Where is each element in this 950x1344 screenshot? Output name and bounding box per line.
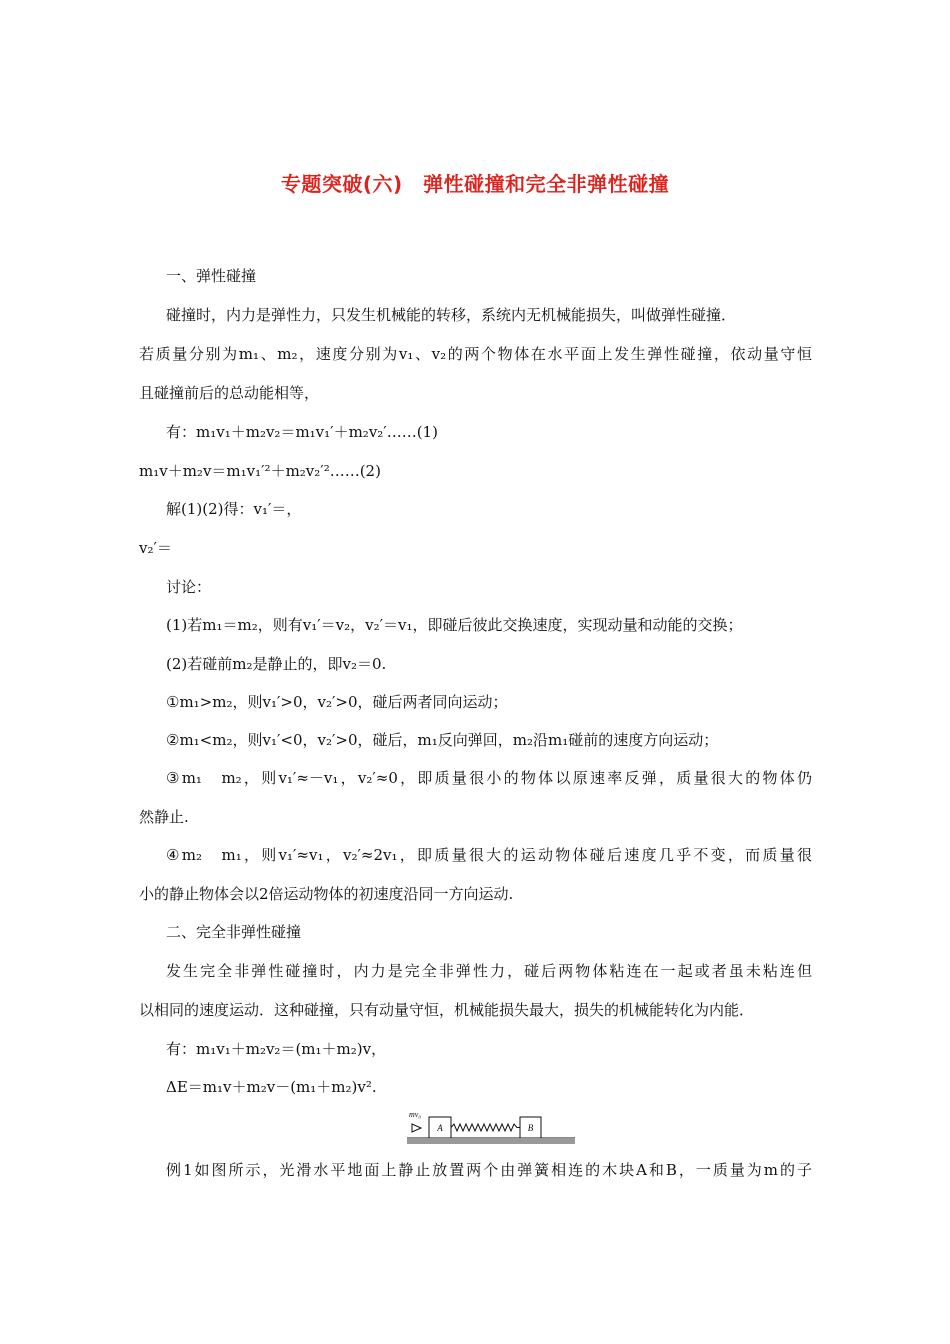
paragraph-line: (2)若碰前m₂是静止的，即v₂＝0. [166, 655, 387, 673]
equation-line: v₂′＝ [139, 539, 172, 557]
section-heading-1: 一、弹性碰撞 [166, 267, 257, 285]
paragraph-line: 讨论： [166, 578, 212, 596]
equation-line: ΔE＝m₁v＋m₂v－(m₁＋m₂)v². [166, 1078, 377, 1096]
ground-hatch [407, 1138, 575, 1144]
paragraph-line: 碰撞时，内力是弹性力，只发生机械能的转移，系统内无机械能损失，叫做弹性碰撞． [166, 306, 737, 324]
equation-line: 有：m₁v₁＋m₂v₂＝(m₁＋m₂)v， [166, 1040, 387, 1058]
paragraph-line: 然静止. [139, 808, 189, 826]
bullet-arrow-icon [412, 1124, 421, 1132]
paragraph-line: ④m₂ m₁，则v₁′≈v₁，v₂′≈2v₁，即质量很大的运动物体碰后速度几乎不变，而质量很 [166, 846, 812, 864]
paragraph-line: ②m₁<m₂，则v₁′<0，v₂′>0，碰后，m₁反向弹回，m₂沿m₁碰前的速度方向运动； [166, 731, 719, 749]
section-heading-2: 二、完全非弹性碰撞 [166, 923, 302, 941]
paragraph-line: ③m₁ m₂，则v₁′≈－v₁，v₂′≈0，即质量很小的物体以原速率反弹，质量很大的物体仍 [166, 769, 812, 787]
equation-line: 解(1)(2)得：v₁′＝， [166, 500, 302, 518]
momentum-label: mv₀ [409, 1110, 422, 1119]
equation-line: 有：m₁v₁＋m₂v₂＝m₁v₁′＋m₂v₂′……(1) [166, 423, 438, 441]
paragraph-line: 以相同的速度运动．这种碰撞，只有动量守恒，机械能损失最大，损失的机械能转化为内能． [139, 1001, 755, 1019]
paragraph-line: 发生完全非弹性碰撞时，内力是完全非弹性力，碰后两物体粘连在一起或者虽未粘连但 [166, 962, 812, 980]
paragraph-line: 且碰撞前后的总动能相等， [139, 384, 320, 402]
paragraph-line: 小的静止物体会以2倍运动物体的初速度沿同一方向运动. [139, 885, 514, 903]
paragraph-line: 若质量分别为m₁、m₂，速度分别为v₁、v₂的两个物体在水平面上发生弹性碰撞，依动量守恒 [139, 345, 812, 363]
spring-block-diagram [405, 1108, 577, 1150]
paragraph-line: (1)若m₁＝m₂，则有v₁′＝v₂，v₂′＝v₁，即碰后彼此交换速度，实现动量和动能的交换； [166, 616, 743, 634]
block-a-label: A [437, 1123, 443, 1133]
example-line: 例1如图所示，光滑水平地面上静止放置两个由弹簧相连的木块A和B，一质量为m的子 [166, 1161, 812, 1179]
equation-line: m₁v＋m₂v＝m₁v₁′²＋m₂v₂′²……(2) [139, 462, 381, 480]
block-b-label: B [527, 1123, 534, 1133]
page-title: 专题突破(六) 弹性碰撞和完全非弹性碰撞 [280, 172, 670, 196]
spring [451, 1124, 520, 1131]
paragraph-line: ①m₁>m₂，则v₁′>0，v₂′>0，碰后两者同向运动； [166, 693, 508, 711]
